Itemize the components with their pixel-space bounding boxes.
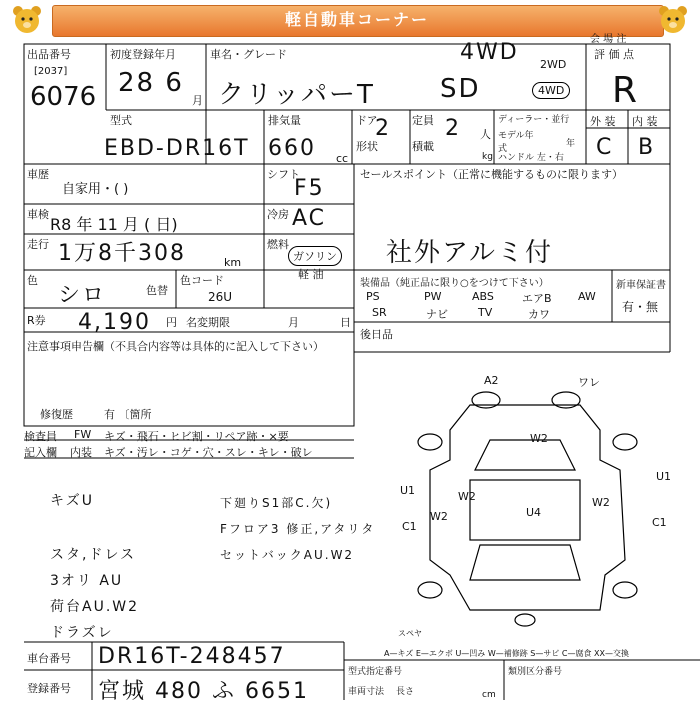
reg-label: 登録番号: [27, 682, 71, 695]
repair-label: 修復歴: [40, 408, 73, 421]
model-year-unit: 年: [566, 139, 576, 149]
model-label: 型式: [110, 114, 132, 127]
load-label: 積載: [412, 140, 434, 153]
recycle-value: 4,190: [78, 310, 151, 335]
remark-2: スタ,ドレス: [50, 547, 137, 563]
equipment-label: 装備品（純正品に限り○をつけて下さい）: [360, 278, 549, 289]
rating-value: R: [612, 70, 640, 111]
diagram-mark: ワレ: [578, 376, 600, 389]
color-code-label: 色コード: [180, 274, 224, 287]
capacity-label: 定員: [412, 114, 434, 127]
displacement-value: 660: [268, 136, 316, 161]
doors-value: 2: [375, 116, 391, 141]
dimension-label: 車両寸法: [348, 687, 385, 697]
equipment-leather: カワ: [528, 308, 550, 321]
mileage-label: 走行: [27, 238, 49, 251]
capacity-unit: 人: [480, 128, 491, 141]
inspection-label: 車検: [27, 208, 49, 221]
remark-right-2: Fフロア3 修正,アタリタ: [220, 522, 376, 536]
inspector-label: 検査員: [24, 430, 57, 443]
rear-items-label: 後日品: [360, 328, 393, 341]
remark-5: ドラズレ: [50, 625, 114, 641]
history-value: 自家用・( ): [62, 182, 129, 197]
color-label: 色: [27, 274, 38, 287]
equipment-airbag: エアB: [522, 292, 552, 305]
chassis-value: DR16T-248457: [98, 644, 286, 669]
doors-label: ドア: [356, 114, 378, 127]
repair-value: 有 〔箇所: [104, 408, 152, 421]
warranty-label: 新車保証書: [616, 280, 666, 291]
page-title: 軽自動車コーナー: [284, 10, 429, 29]
diagram-mark: W2: [430, 510, 448, 523]
drive-2wd: 2WD: [540, 58, 567, 71]
remark-4: 荷台AU.W2: [50, 599, 140, 615]
diagram-mark: W2: [458, 490, 476, 503]
inspector-row1: キズ・飛石・ヒビ割・リペア跡・×要: [104, 430, 289, 443]
length-unit: cm: [482, 690, 496, 700]
car-label: 車名・グレード: [210, 48, 287, 61]
remark-right-3: セットバックAU.W2: [220, 548, 355, 562]
model-year-label: モデル年式: [498, 131, 534, 154]
lot-label: 出品番号: [27, 48, 71, 61]
warranty-value: 有・無: [622, 300, 659, 314]
history-label: 車歴: [27, 168, 49, 181]
lot-sub: [2037]: [34, 66, 68, 77]
spare-label: スペヤ: [398, 629, 422, 638]
remark-1: キズU: [50, 493, 94, 509]
color-value: シロ: [58, 283, 107, 308]
diagram-mark: U1: [656, 470, 672, 483]
name-change-day: 日: [340, 316, 351, 329]
selling-points-label: セールスポイント（正常に機能するものに限ります）: [360, 168, 624, 181]
color-tone-label: 色替: [146, 284, 168, 297]
entry-label: 記入欄: [24, 446, 57, 459]
capacity-value: 2: [445, 116, 461, 141]
interior-label: 内 装: [632, 115, 658, 128]
exterior-value: C: [596, 135, 614, 160]
venue-note: 会 場 注: [590, 34, 627, 45]
remark-3: 3オリ AU: [50, 573, 124, 589]
recycle-unit: 円: [166, 316, 177, 329]
handle-label: ハンドル 左・右: [498, 153, 564, 163]
equipment-abs: ABS: [472, 290, 494, 303]
remark-right-1: 下廻りS1部C.欠): [220, 496, 333, 510]
legend: A—キズ E—エクボ U—凹み W—補修跡 S—サビ C—腐食 XX—交換: [384, 649, 630, 658]
selling-points-value: 社外アルミ付: [386, 238, 553, 268]
name-change-month: 月: [288, 316, 299, 329]
diagram-mark: A2: [484, 374, 499, 387]
aircon-value: AC: [292, 206, 327, 231]
diagram-mark: U1: [400, 484, 416, 497]
displacement-unit: cc: [336, 152, 349, 165]
shift-value: F5: [294, 176, 325, 201]
inspection-value: R8 年 11 月 ( 日): [50, 215, 178, 234]
dealer-label: ディーラー・並行: [498, 115, 570, 125]
shape-label: 形状: [356, 140, 378, 153]
fuel-diesel: 軽 油: [298, 268, 324, 281]
equipment-aw: AW: [578, 290, 596, 303]
car-name: クリッパーT: [218, 80, 375, 110]
inspector-row2-label: 内装: [70, 446, 92, 459]
aircon-label: 冷房: [267, 208, 289, 221]
fuel-label: 燃料: [267, 238, 289, 251]
name-change-label: 名変期限: [186, 316, 230, 329]
chassis-label: 車台番号: [27, 652, 71, 665]
inspector-row1-label: FW: [74, 428, 92, 441]
lot-number: 6076: [30, 82, 97, 112]
diagram-mark: C1: [402, 520, 417, 533]
type-designation-label: 型式指定番号: [348, 667, 403, 677]
interior-value: B: [638, 135, 656, 160]
diagram-mark: U4: [526, 506, 542, 519]
first-reg-value: 28 6: [118, 68, 184, 98]
mileage-value: 1万8千308: [58, 241, 186, 266]
fuel-gas: ガソリン: [288, 246, 342, 266]
car-drive: 4WD: [460, 40, 519, 65]
class-number-label: 類別区分番号: [508, 667, 563, 677]
exterior-label: 外 装: [590, 115, 616, 128]
notes-label: 注意事項申告欄（不具合内容等は具体的に記入して下さい）: [27, 340, 324, 353]
first-reg-label: 初度登録年月: [110, 48, 176, 61]
car-grade: SD: [440, 74, 481, 104]
displacement-label: 排気量: [268, 114, 301, 127]
shift-label: シフト: [267, 168, 300, 181]
mileage-unit: km: [224, 256, 242, 269]
equipment-ps: PS: [366, 290, 380, 303]
diagram-mark: C1: [652, 516, 667, 529]
load-unit: kg: [482, 152, 493, 162]
first-reg-suffix: 月: [192, 94, 203, 107]
drive-4wd: 4WD: [532, 82, 570, 99]
recycle-label: R券: [27, 314, 46, 327]
reg-value: 宮城 480 ふ 6651: [98, 679, 309, 704]
equipment-tv: TV: [478, 306, 493, 319]
diagram-mark: W2: [592, 496, 610, 509]
model-value: EBD-DR16T: [104, 136, 250, 161]
inspector-row2: キズ・汚レ・コゲ・穴・スレ・キレ・破レ: [104, 446, 313, 459]
equipment-pw: PW: [424, 290, 442, 303]
rating-label: 評 価 点: [594, 48, 634, 61]
equipment-navi: ナビ: [426, 308, 448, 321]
equipment-sr: SR: [372, 306, 387, 319]
length-label: 長さ: [396, 687, 415, 697]
diagram-mark: W2: [530, 432, 548, 445]
color-code-value: 26U: [208, 290, 233, 304]
